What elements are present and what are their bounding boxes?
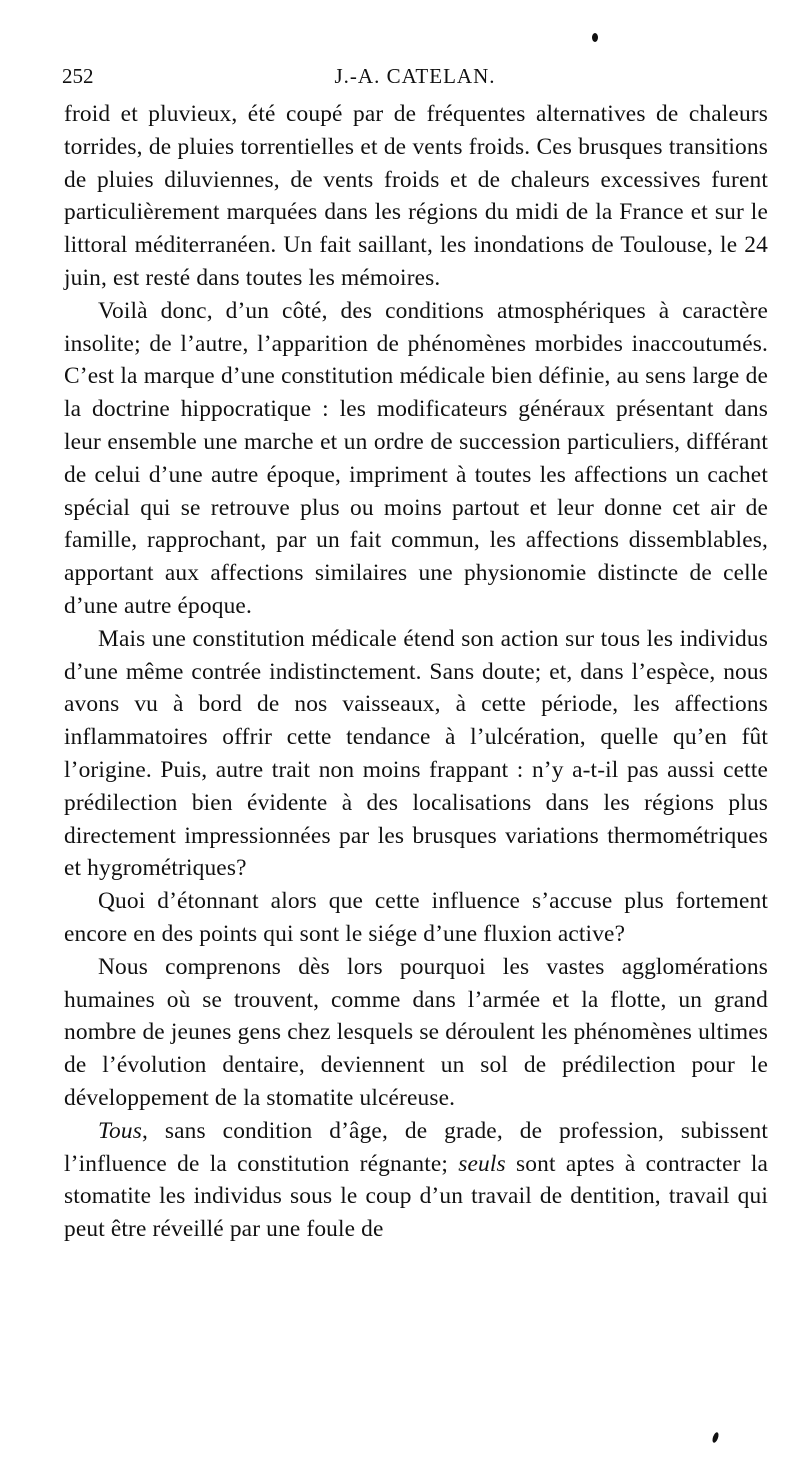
paragraph: Mais une constitution médicale étend son action sur tous les individus d’une même contrée indistinctement. Sans doute; et, dans l’espèce, nous avons vu à bord de nos vaisseaux, à cette période, les affections inflammatoires offrir cette tendance à l’ulcération, quelle qu’en fût l’origine. Puis, autre trait non moins frappant : n’y a-t-il pas aussi cette prédilection bien évidente à des localisations dans les régions plus directement impressionnées par les brusques variations thermométriques et hygrométriques? <box>64 625 768 882</box>
paragraph: Nous comprenons dès lors pourquoi les vastes agglomérations humaines où se trouvent, comme dans l’armée et la flotte, un grand nombre de jeunes gens chez lesquels se déroulent les phénomènes ultimes de l’évolution dentaire, deviennent un sol de prédilection pour le développement de la stomatite ulcéreuse. <box>64 953 768 1111</box>
paragraph: Voilà donc, d’un côté, des conditions atmosphériques à caractère insolite; de l’autre, l’apparition de phénomènes morbides inaccoutumés. C’est la marque d’une constitution médicale bien définie, au sens large de la doctrine hippocratique : les modificateurs généraux présentant dans leur ensemble une marche et un ordre de succession particuliers, différant de celui d’une autre époque, impriment à toutes les affections un cachet spécial qui se retrouve plus ou moins partout et leur donne cet air de famille, rapprochant, par un fait commun, les affections dissemblables, apportant aux affections similaires une physionomie distincte de celle d’une autre époque. <box>64 297 768 619</box>
ink-speck <box>711 1431 719 1443</box>
running-head: J.-A. CATELAN. <box>334 64 496 88</box>
body-text <box>64 98 768 1246</box>
paragraph-last <box>64 1115 768 1246</box>
text-run: sont aptes à contracter la stomatite les individus sous le coup d’un travail de dentition, travail qui peut être réveillé par une foule de <box>64 1150 768 1243</box>
text-run: , sans condition d’âge, de grade, de profession, subissent l’influence de la constitution régnante; <box>64 1117 768 1177</box>
page-number: 252 <box>62 64 94 88</box>
ink-speck <box>592 33 598 42</box>
paragraph: froid et pluvieux, été coupé par de fréquentes alternatives de chaleurs torrides, de pluies torrentielles et de vents froids. Ces brusques transitions de pluies diluviennes, de vents froids et de chaleurs excessives furent particulièrement marquées dans les régions du midi de la France et sur le littoral méditerranéen. Un fait saillant, les inondations de Toulouse, le 24 juin, est resté dans toutes les mémoires. <box>64 101 768 291</box>
italic-word: seuls <box>458 1150 506 1177</box>
page-header <box>60 64 770 94</box>
paragraph: Quoi d’étonnant alors que cette influence s’accuse plus fortement encore en des points qui sont le siége d’une fluxion active? <box>64 888 768 947</box>
italic-word: Tous <box>98 1117 142 1144</box>
